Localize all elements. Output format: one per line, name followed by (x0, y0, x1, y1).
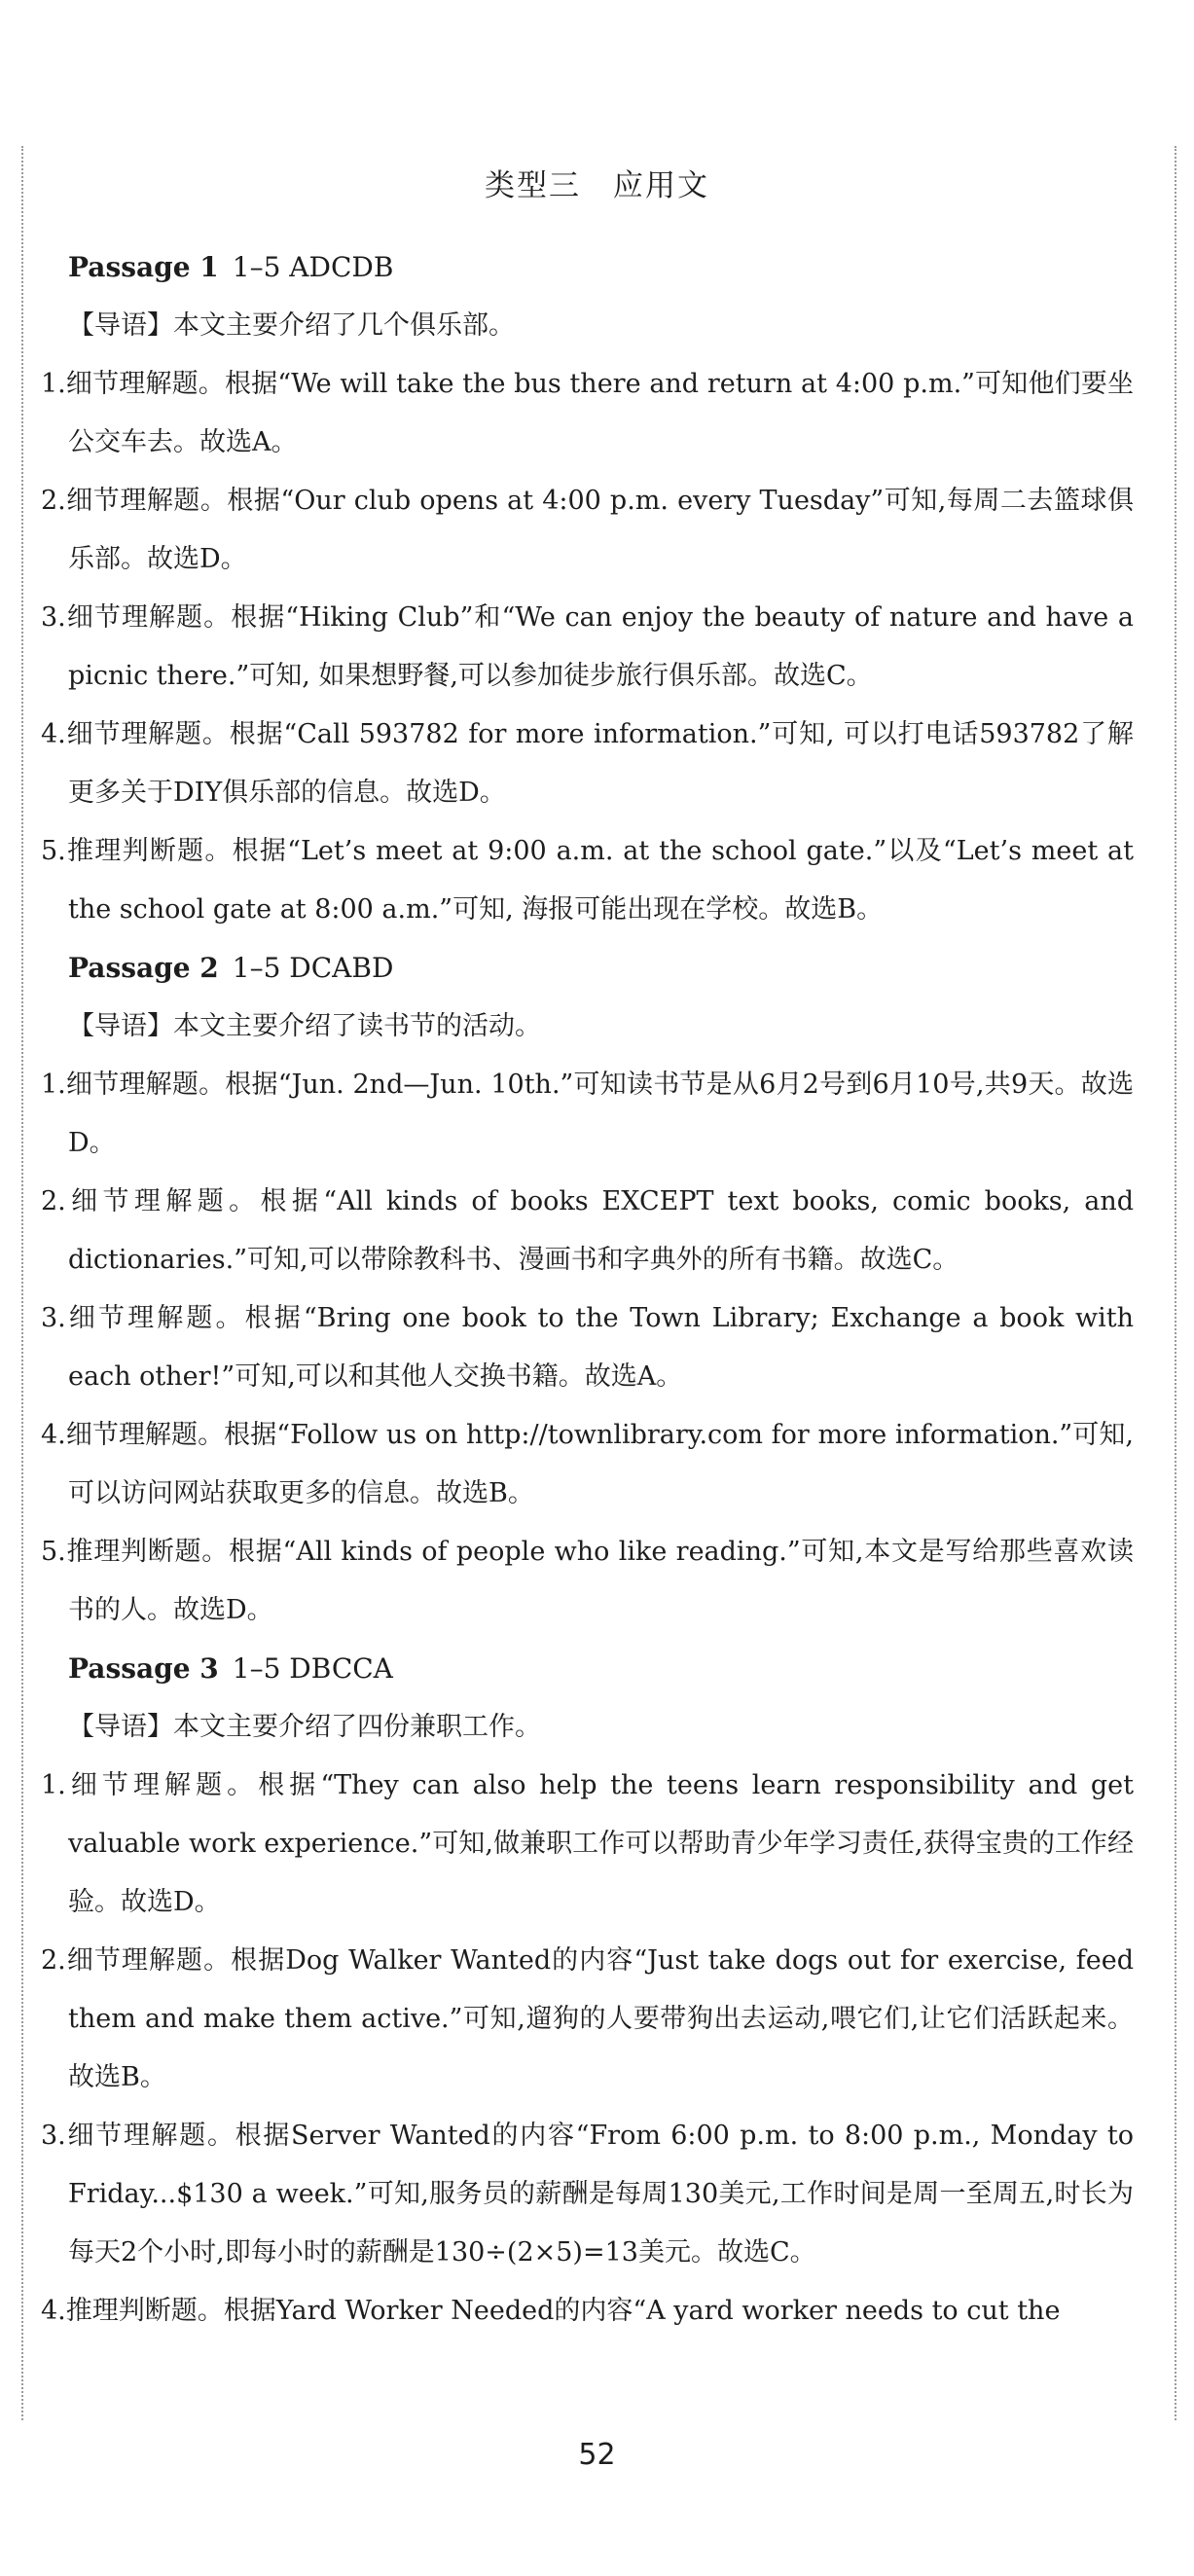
passage-2-header (68, 939, 1134, 998)
page-title: 类型三 应用文 (485, 168, 709, 203)
answer-content (41, 238, 1134, 2340)
passage-1-label: Passage 1 (68, 251, 219, 283)
passage-3-answers: 1–5 DBCCA (232, 1652, 393, 1685)
passage-3-item-4: 4.推理判断题。根据Yard Worker Needed的内容“A yard worker needs to cut the (41, 2296, 1061, 2326)
passage-1-item-3: 3.细节理解题。根据“Hiking Club”和“We can enjoy the beauty of nature and have a picnic there.”可知, 如果想野餐,可以参加徒步旅行俱乐部。故选C。 (41, 602, 1134, 691)
passage-3-header (68, 1640, 1134, 1698)
passage-2-intro: 【导语】本文主要介绍了读书节的活动。 (68, 1011, 541, 1041)
passage-2-answers: 1–5 DCABD (232, 952, 394, 984)
passage-1-item-1: 1.细节理解题。根据“We will take the bus there and return at 4:00 p.m.”可知他们要坐公交车去。故选A。 (41, 369, 1134, 457)
passage-1-header (68, 238, 1134, 297)
passage-1-intro: 【导语】本文主要介绍了几个俱乐部。 (68, 310, 515, 341)
passage-3-item-1: 1.细节理解题。根据“They can also help the teens learn responsibility and get valuable work experience.”可知,做兼职工作可以帮助青少年学习责任,获得宝贵的工作经验。故选D。 (41, 1770, 1134, 1917)
passage-2-item-1: 1.细节理解题。根据“Jun. 2nd—Jun. 10th.”可知读书节是从6月2号到6月10号,共9天。故选D。 (41, 1070, 1134, 1158)
left-dotted-border (21, 146, 23, 2420)
passage-1-item-5: 5.推理判断题。根据“Let’s meet at 9:00 a.m. at the school gate.”以及“Let’s meet at the school gate at 8:00 a.m.”可知, 海报可能出现在学校。故选B。 (41, 836, 1134, 925)
passage-3-item-2: 2.细节理解题。根据Dog Walker Wanted的内容“Just take dogs out for exercise, feed them and make them active.”可知,遛狗的人要带狗出去运动,喂它们,让它们活跃起来。故选B。 (41, 1945, 1134, 2092)
right-dotted-border (1175, 146, 1176, 2420)
passage-1-item-2: 2.细节理解题。根据“Our club opens at 4:00 p.m. every Tuesday”可知,每周二去篮球俱乐部。故选D。 (41, 486, 1134, 574)
passage-2-label: Passage 2 (68, 952, 219, 984)
page-number: 52 (578, 2438, 616, 2472)
passage-2-item-2: 2.细节理解题。根据“All kinds of books EXCEPT text books, comic books, and dictionaries.”可知,可以带除教科书、漫画书和字典外的所有书籍。故选C。 (41, 1186, 1134, 1275)
passage-1-item-4: 4.细节理解题。根据“Call 593782 for more information.”可知, 可以打电话593782了解更多关于DIY俱乐部的信息。故选D。 (41, 719, 1134, 808)
passage-3-label: Passage 3 (68, 1652, 219, 1685)
passage-1-answers: 1–5 ADCDB (232, 251, 394, 283)
passage-3-intro: 【导语】本文主要介绍了四份兼职工作。 (68, 1712, 541, 1742)
passage-2-item-4: 4.细节理解题。根据“Follow us on http://townlibrary.com for more information.”可知,可以访问网站获取更多的信息。故选B。 (41, 1420, 1134, 1508)
passage-3-item-3: 3.细节理解题。根据Server Wanted的内容“From 6:00 p.m. to 8:00 p.m., Monday to Friday...$130 a week.”可知,服务员的薪酬是每周130美元,工作时间是周一至周五,时长为每天2个小时,即每小时的薪酬是130÷(2×5)=13美元。故选C。 (41, 2121, 1134, 2268)
passage-2-item-3: 3.细节理解题。根据“Bring one book to the Town Library; Exchange a book with each other!”可知,可以和其他人交换书籍。故选A。 (41, 1303, 1134, 1392)
passage-2-item-5: 5.推理判断题。根据“All kinds of people who like reading.”可知,本文是写给那些喜欢读书的人。故选D。 (41, 1537, 1134, 1625)
